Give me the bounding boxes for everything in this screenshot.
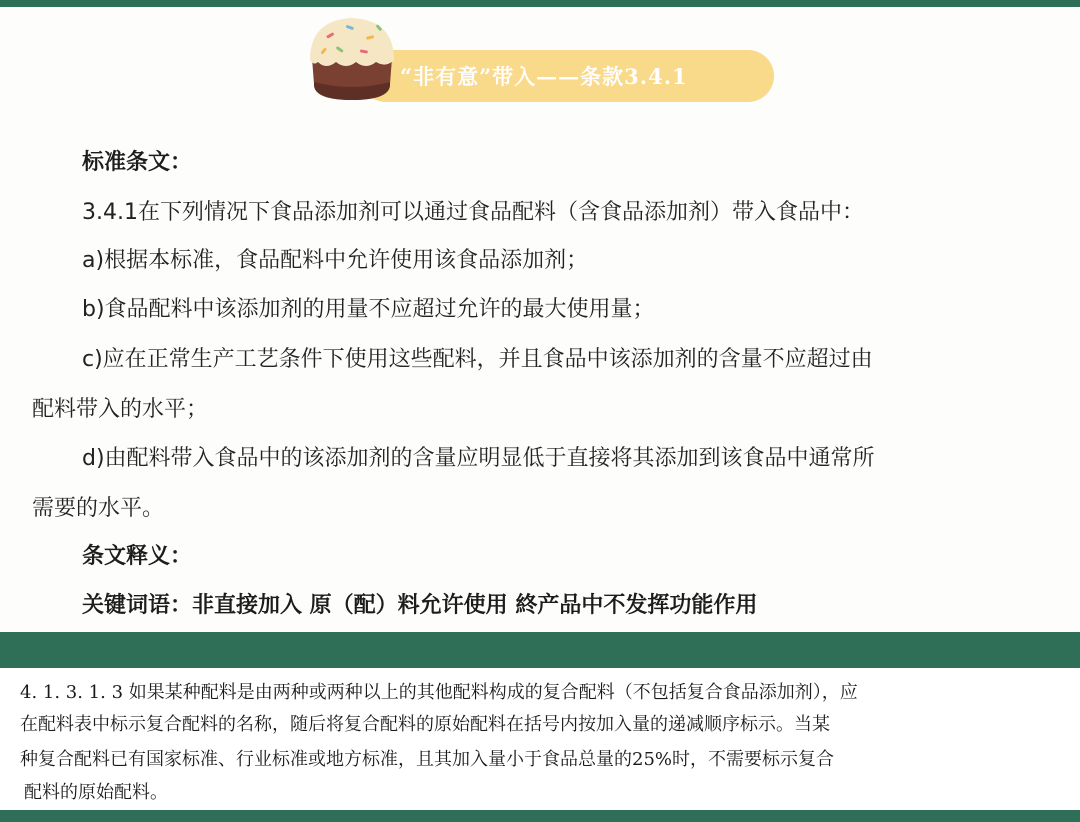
- clause-item-c-line-2: 配料带入的水平；: [32, 397, 209, 422]
- slide-title: “非有意”带入——条款3.4.1: [400, 64, 688, 89]
- section-divider: [0, 632, 1080, 668]
- bottom-accent-bar: [0, 810, 1080, 822]
- clause-item-c-line-1: c)应在正常生产工艺条件下使用这些配料，并且食品中该添加剂的含量不应超过由: [82, 347, 873, 372]
- keywords-line: 关键词语：非直接加入 原（配）料允许使用 終产品中不发挥功能作用: [82, 593, 758, 618]
- regulation-excerpt: [0, 668, 1080, 808]
- clause-item-d-line-1: d)由配料带入食品中的该添加剂的含量应明显低于直接将其添加到该食品中通常所: [82, 446, 875, 471]
- cake-icon: [306, 12, 398, 104]
- clause-item-b: b)食品配料中该添加剂的用量不应超过允许的最大使用量；: [82, 297, 655, 322]
- excerpt-line-1: 4. 1. 3. 1. 3 如果某种配料是由两种或两种以上的其他配料构成的复合配料（不包括复合食品添加剂），应: [20, 682, 858, 703]
- excerpt-line-3: 种复合配料已有国家标准、行业标准或地方标准，且其加入量小于食品总量的25%时，不需要标示复合: [20, 749, 835, 770]
- excerpt-line-2: 在配料表中标示复合配料的名称，随后将复合配料的原始配料在括号内按加入量的递减顺序标示。当某: [20, 714, 830, 735]
- clause-item-a: a)根据本标准，食品配料中允许使用该食品添加剂；: [82, 248, 589, 273]
- excerpt-line-4: 配料的原始配料。: [24, 782, 168, 803]
- interpretation-heading: 条文释义：: [82, 544, 193, 569]
- top-accent-bar: [0, 0, 1080, 7]
- standard-text-heading: 标准条文：: [82, 150, 193, 175]
- clause-intro: 3.4.1在下列情况下食品添加剂可以通过食品配料（含食品添加剂）带入食品中：: [82, 200, 864, 225]
- clause-item-d-line-2: 需要的水平。: [32, 496, 165, 521]
